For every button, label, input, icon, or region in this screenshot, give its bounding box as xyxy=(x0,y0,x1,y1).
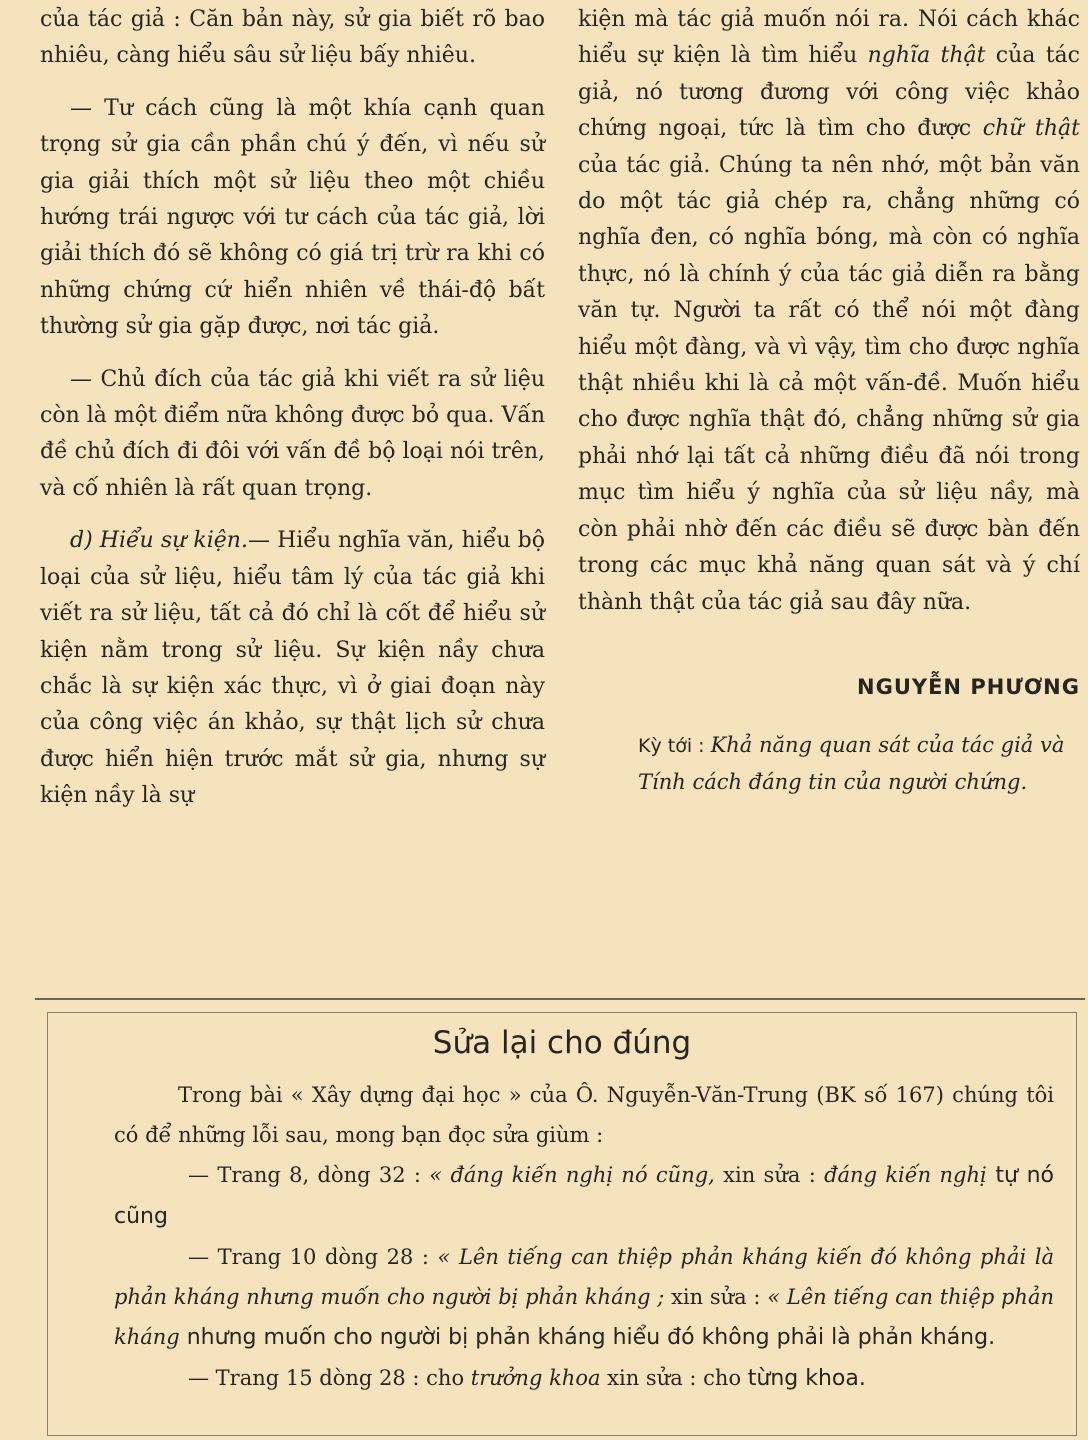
paragraph-text: kiện mà tác giả muốn nói ra. Nói cách khác hiểu sự kiện là tìm hiểu xyxy=(578,7,1080,69)
paragraph: — Tư cách cũng là một khía cạnh quan trọng sử gia cần phần chú ý đến, vì nếu sử gia giải thích một sử liệu theo một chiều hướng trái ngược với tư cách của tác giả, lời giải thích đó sẽ không có giá trị trừ ra khi có những chứng cứ hiển nhiên về thái-độ bất thường sử gia gặp được, nơi tác giả. xyxy=(40,95,545,340)
item-ref: — Trang 10 dòng 28 : xyxy=(188,1245,438,1269)
correction-item xyxy=(114,1237,1054,1358)
section-label: d) Hiểu sự kiện.— xyxy=(70,528,270,554)
emphasis: chữ thật xyxy=(982,116,1081,142)
article-left-column xyxy=(40,2,545,815)
paragraph-text: Hiểu nghĩa văn, hiểu bộ loại của sử liệu, hiểu tâm lý của tác giả khi viết ra sử liệu, tất cả đó chỉ là cốt để hiểu sử kiện nằm trong sử liệu. Sự kiện nầy chưa chắc là sự kiện xác thực, vì ở giai đoạn này của công việc án khảo, sự thật lịch sử chưa được hiển hiện trước mắt sử gia, nhưng sự kiện nầy là sự xyxy=(40,528,545,809)
item-fix: tự nó cũng xyxy=(114,1163,1054,1229)
item-wrong: cho xyxy=(426,1366,471,1390)
next-issue-note xyxy=(578,727,1080,800)
correction-item xyxy=(114,1358,1054,1399)
correction-title: Sửa lại cho đúng xyxy=(432,1025,692,1061)
item-fix: từng khoa. xyxy=(747,1366,866,1391)
next-issue-title: Khả năng quan sát của tác giả và Tính cách đáng tin của người chứng. xyxy=(638,733,1065,795)
emphasis: nghĩa thật xyxy=(867,43,986,69)
correction-intro: Trong bài « Xây dựng đại học » của Ô. Nguyễn-Văn-Trung (BK số 167) chúng tôi có để những lỗi sau, mong bạn đọc sửa giùm : xyxy=(114,1083,1054,1147)
correction-item xyxy=(114,1155,1054,1237)
item-wrong: trưởng khoa xyxy=(470,1366,601,1390)
divider xyxy=(35,998,1085,1000)
paragraph-text: của tác giả. Chúng ta nên nhớ, một bản văn do một tác giả chép ra, chẳng những có nghĩa đen, có nghĩa bóng, mà còn có nghĩa thực, nó là chính ý của tác giả diễn ra bằng văn tự. Người ta rất có thể nói một đàng hiểu một đàng, và vì vậy, tìm cho được nghĩa thật nhiều khi là cả một vấn-đề. Muốn hiểu cho được nghĩa thật đó, chẳng những sử gia phải nhớ lại tất cả những điều đã nói trong mục tìm hiểu ý nghĩa của sử liệu nầy, mà còn phải nhờ đến các điều sẽ được bàn đến trong các mục khả năng quan sát và ý chí thành thật của tác giả sau đây nữa. xyxy=(578,152,1080,615)
item-fix: nhưng muốn cho người bị phản kháng hiểu đó không phải là phản kháng. xyxy=(179,1325,996,1350)
item-fix-label: xin sửa : xyxy=(664,1285,768,1309)
correction-body xyxy=(114,1075,1054,1399)
item-ref: — Trang 15 dòng 28 : xyxy=(188,1366,427,1390)
item-fix-label: xin sửa : xyxy=(600,1366,704,1390)
next-issue-label: Kỳ tới : xyxy=(638,735,711,758)
item-wrong: « đáng kiến nghị nó cũng, xyxy=(429,1163,715,1187)
paragraph: của tác giả : Căn bản này, sử gia biết rõ bao nhiêu, càng hiểu sâu sử liệu bấy nhiêu. xyxy=(40,7,545,69)
author-name: NGUYỄN PHƯƠNG xyxy=(857,674,1080,699)
item-wrong: « Lên tiếng can thiệp phản kháng kiến đó không phải là phản kháng nhưng muốn cho người bị phản kháng ; xyxy=(114,1245,1054,1309)
item-ref: — Trang 8, dòng 32 : xyxy=(188,1163,430,1187)
paragraph: — Chủ đích của tác giả khi viết ra sử liệu còn là một điểm nữa không được bỏ qua. Vấn đề chủ đích đi đôi với vấn đề bộ loại nói trên, và cố nhiên là rất quan trọng. xyxy=(40,366,545,501)
item-fix: cho xyxy=(703,1366,748,1390)
item-fix-label: xin sửa : xyxy=(714,1163,825,1187)
paragraph-text: của tác giả, nó tương đương với công việc khảo chứng ngoại, tức là tìm cho được xyxy=(578,43,1080,142)
item-fix: « Lên tiếng can thiệp phản kháng xyxy=(114,1285,1054,1349)
article-right-column xyxy=(578,2,1080,800)
item-fix: đáng kiến nghị xyxy=(824,1163,987,1187)
paragraph xyxy=(40,523,545,814)
paragraph xyxy=(578,2,1080,621)
correction-box xyxy=(47,1012,1077,1436)
